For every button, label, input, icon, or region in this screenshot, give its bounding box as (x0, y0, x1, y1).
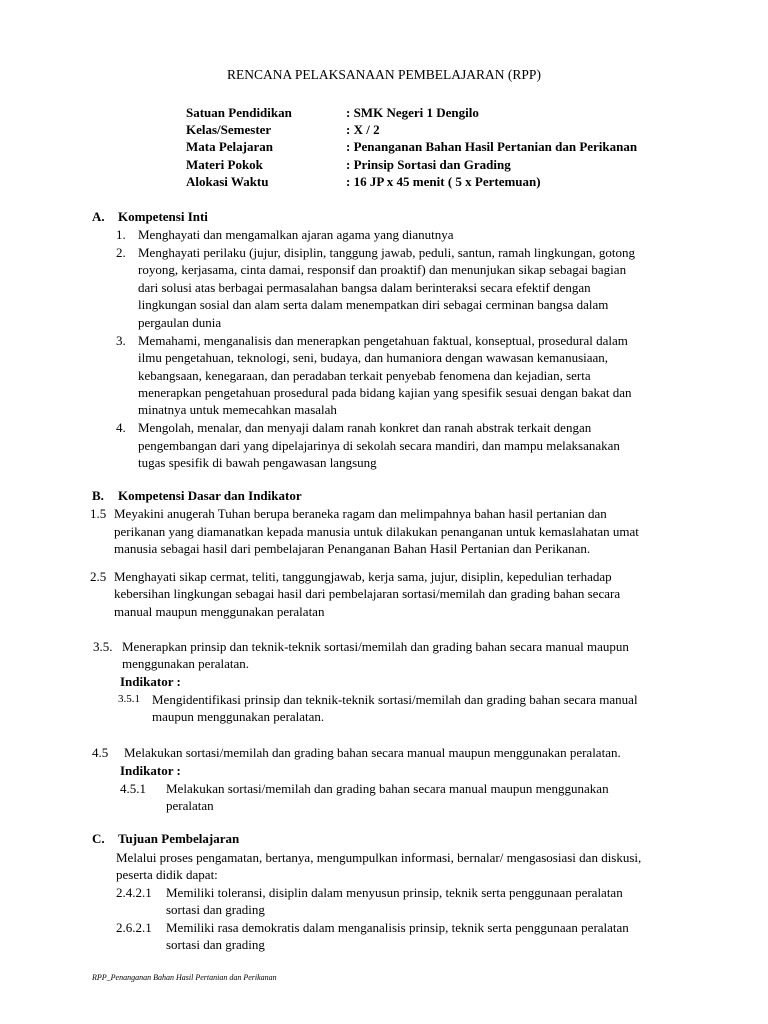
indicator-label: Indikator : (120, 674, 181, 689)
objective-number: 2.6.2.1 (116, 920, 152, 935)
list-item-line: lingkungan sosial dan alam serta dalam menempatkan diri sebagai cerminan bangsa dalam (138, 297, 609, 312)
indicator-number: 4.5.1 (120, 781, 146, 796)
section-c-heading (92, 830, 239, 847)
objective-line: sortasi dan grading (166, 937, 265, 952)
objective-line: Memiliki toleransi, disiplin dalam menyusun prinsip, teknik serta penggunaan peralatan (166, 885, 623, 900)
list-item-line: royong, kerjasama, cinta damai, responsif dan proaktif) dan menunjukan sikap sebagai bagian (138, 262, 627, 277)
section-title: Kompetensi Dasar dan Indikator (118, 488, 302, 503)
list-item-line: Menghayati dan mengamalkan ajaran agama yang dianutnya (138, 227, 454, 242)
section-title: Tujuan Pembelajaran (118, 831, 240, 846)
list-item-line: dari solusi atas berbagai permasalahan bangsa dalam berinteraksi secara efektif dengan (138, 280, 591, 295)
kd-line: manual maupun menggunakan peralatan (114, 604, 325, 619)
indicator-number: 3.5.1 (118, 693, 140, 705)
identity-value: : 16 JP x 45 menit ( 5 x Pertemuan) (346, 174, 541, 189)
kd-line: Menerapkan prinsip dan teknik-teknik sortasi/memilah dan grading bahan secara manual maupun (122, 639, 629, 654)
list-item-line: pergaulan dunia (138, 315, 222, 330)
section-letter: C. (92, 831, 105, 846)
page-footer: RPP_Penanganan Bahan Hasil Pertanian dan Perikanan (92, 973, 277, 982)
identity-value: : SMK Negeri 1 Dengilo (346, 105, 479, 120)
intro-line: peserta didik dapat: (116, 867, 218, 882)
list-number: 3. (116, 333, 126, 348)
section-letter: B. (92, 488, 104, 503)
identity-value: : X / 2 (346, 122, 380, 137)
kd-number: 3.5. (93, 639, 113, 654)
identity-label: Alokasi Waktu (186, 174, 269, 189)
indicator-label: Indikator : (120, 763, 181, 778)
objective-number: 2.4.2.1 (116, 885, 152, 900)
identity-label: Kelas/Semester (186, 122, 272, 137)
list-item-line: Menghayati perilaku (jujur, disiplin, tanggung jawab, peduli, santun, ramah lingkungan, gotong (138, 245, 635, 260)
list-number: 1. (116, 227, 126, 242)
list-item-line: menerapkan pengetahuan prosedural pada bidang kajian yang spesifik sesuai dengan bakat dan (138, 385, 632, 400)
objective-line: sortasi dan grading (166, 902, 265, 917)
identity-label: Satuan Pendidikan (186, 105, 292, 120)
objective-line: Memiliki rasa demokratis dalam menganalisis prinsip, teknik serta penggunaan peralatan (166, 920, 629, 935)
list-item-line: Memahami, menganalisis dan menerapkan pengetahuan faktual, konseptual, prosedural dalam (138, 333, 628, 348)
section-letter: A. (92, 209, 105, 224)
section-b-heading (92, 487, 302, 504)
kd-number: 2.5 (90, 569, 107, 584)
indicator-line: Mengidentifikasi prinsip dan teknik-teknik sortasi/memilah dan grading bahan secara manual (152, 692, 638, 707)
kd-line: Meyakini anugerah Tuhan berupa beraneka ragam dan melimpahnya bahan hasil pertanian dan (114, 506, 607, 521)
identity-value: : Penanganan Bahan Hasil Pertanian dan Perikanan (346, 139, 638, 154)
indicator-line: maupun menggunakan peralatan. (152, 709, 325, 724)
kd-line: perikanan yang diamanatkan kepada manusia untuk dilakukan penanganan untuk kemaslahatan umat (114, 524, 639, 539)
indicator-line: peralatan (166, 798, 214, 813)
kd-line: kebersihan lingkungan sebagai hasil dari pembelajaran sortasi/memilah dan grading bahan secara (114, 586, 621, 601)
list-item-line: minatnya untuk memecahkan masalah (138, 402, 337, 417)
list-item-line: kebangsaan, kenegaraan, dan peradaban terkait penyebab fenomena dan kejadian, serta (138, 368, 591, 383)
identity-label: Materi Pokok (186, 157, 263, 172)
kd-number: 4.5 (92, 745, 109, 760)
identity-value: : Prinsip Sortasi dan Grading (346, 157, 511, 172)
section-title: Kompetensi Inti (118, 209, 208, 224)
list-item-line: pengembangan dari yang dipelajarinya di sekolah secara mandiri, dan mampu melaksanakan (138, 438, 620, 453)
kd-line: menggunakan peralatan. (122, 656, 250, 671)
kd-line: manusia sebagai hasil dari pembelajaran Penanganan Bahan Hasil Pertanian dan Perikanan. (114, 541, 591, 556)
kd-number: 1.5 (90, 506, 107, 521)
kd-line: Melakukan sortasi/memilah dan grading bahan secara manual maupun menggunakan peralatan. (124, 745, 621, 760)
indicator-line: Melakukan sortasi/memilah dan grading bahan secara manual maupun menggunakan (166, 781, 609, 796)
kd-line: Menghayati sikap cermat, teliti, tanggungjawab, kerja sama, jujur, disiplin, kepedulian terhadap (114, 569, 612, 584)
list-item-line: ilmu pengetahuan, teknologi, seni, budaya, dan humaniora dengan wawasan kemanusiaan, (138, 350, 609, 365)
list-item-line: Mengolah, menalar, dan menyaji dalam ranah konkret dan ranah abstrak terkait dengan (138, 420, 592, 435)
identity-label: Mata Pelajaran (186, 139, 274, 154)
document-title: RENCANA PELAKSANAAN PEMBELAJARAN (RPP) (227, 67, 541, 82)
list-item-line: tugas spesifik di bawah pengawasan langsung (138, 455, 377, 470)
list-number: 4. (116, 420, 126, 435)
list-number: 2. (116, 245, 126, 260)
intro-line: Melalui proses pengamatan, bertanya, mengumpulkan informasi, bernalar/ mengasosiasi dan diskusi, (116, 850, 642, 865)
section-a-heading (92, 208, 208, 225)
